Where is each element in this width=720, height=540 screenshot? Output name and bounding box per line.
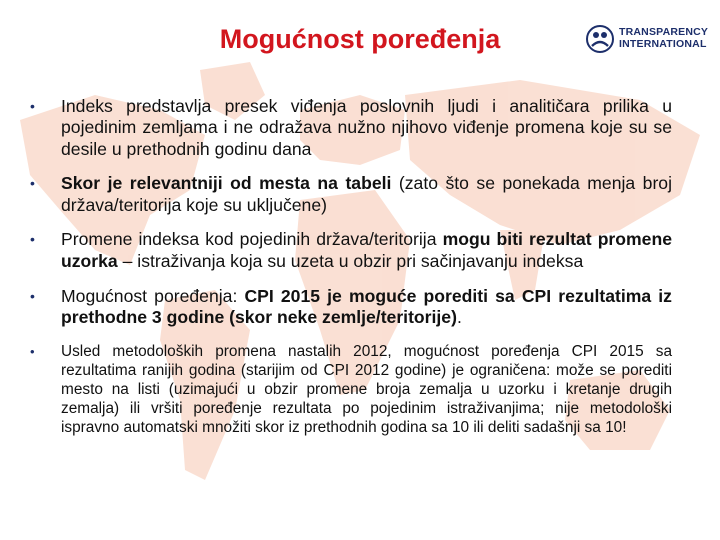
bullet-item-3 [30, 229, 672, 272]
logo-text [619, 26, 708, 50]
bullet-2-bold: Skor je relevantniji od mesta na tabeli [61, 173, 392, 194]
bullet-3-text-a: Promene indeksa kod pojedinih država/teritorija [61, 229, 443, 250]
bullet-3-bold: mogu biti rezultat promene uzorka [61, 229, 672, 271]
bullet-list [30, 96, 672, 451]
logo-line-1: TRANSPARENCY [619, 26, 709, 38]
bullet-item-5 [30, 342, 672, 438]
bullet-4-bold: CPI 2015 je moguće porediti sa CPI rezultatima iz prethodne 3 godine (skor neke zemlje/teritorije) [61, 285, 672, 327]
page-title: Mogućnost poređenja [219, 24, 501, 54]
bullet-1-text: Indeks predstavlja presek viđenja poslovnih ljudi i analitičara prilika u pojedinim zemljama i ne odražava nužno njihovo viđenje promena koje su se desile u prethodnih godinu dana [61, 96, 672, 159]
bullet-3-text-b: – istraživanja koja su uzeta u obzir pri sačinjavanju indeksa [117, 250, 584, 271]
ti-globe-icon [585, 24, 615, 54]
bullet-5-text: Usled metodoloških promena nastalih 2012, mogućnost poređenja CPI 2015 sa rezultatima ranijih godina (starijim od CPI 2012 godine) je ograničena: može se porediti mesto na listi (uzimajući u obzir promene broja zemalja u uzorku i kretanje drugih zemalja) ili vršiti poređenje rezultata po pojedinim istraživanjima; nije metodološki ispravno automatski množiti skor iz prethodnih godina sa 10 ili deliti sadašnji sa 10! [61, 342, 672, 437]
bullet-item-1 [30, 96, 672, 160]
bullet-icon: • [30, 175, 35, 192]
bullet-item-4 [30, 286, 672, 329]
bullet-4-text-a: Mogućnost poređenja: [61, 285, 245, 306]
bullet-icon: • [30, 343, 35, 359]
bullet-4-text-b: . [456, 306, 462, 327]
bullet-item-2 [30, 173, 672, 216]
bullet-icon: • [30, 98, 35, 114]
bullet-icon: • [30, 287, 35, 304]
logo-line-2: INTERNATIONAL [619, 38, 707, 50]
bullet-icon: • [30, 231, 35, 248]
bullet-2-text: (zato što se ponekada menja broj država/teritorija koje su uključene) [61, 173, 673, 215]
transparency-international-logo [585, 22, 710, 58]
